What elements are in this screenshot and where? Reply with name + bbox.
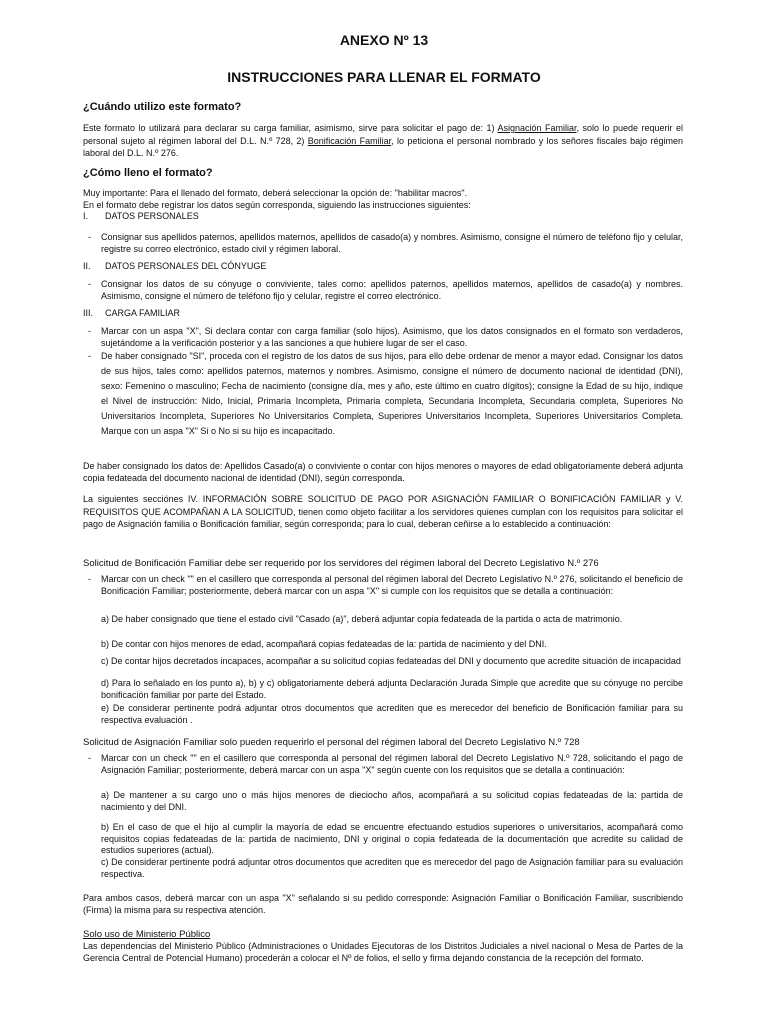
section-3-bullet-2-text: De haber consignado "SI", proceda con el registro de los datos de sus hijos, para ello debe ordenar de menor a mayor edad. Consignar los datos de sus hijos, tales como: apellidos paternos, maternos y nombres. Asimismo, consigne el número de documento nacional de identidad (DNI), sexo: Femenino o masculino; Fecha de nacimiento (consigne día, mes y año, este último en cuatro dígitos); consigne la Edad de su hijo, indique el Nivel de instrucción: Nido, Inicial, Primaria Incompleta, Primaria completa, Secundaria Incompleta, Secundaria completa, Superiores No Universitarios Incompleta, Superiores No Universitarios Completa, Superiores Universitarios Incompleta, Superiores Universitarios Completa. Marque con un aspa "X" Si o No si su hijo es incapacitado. <box>101 351 683 436</box>
annex-title: ANEXO Nº 13 <box>339 32 429 48</box>
both-cases-paragraph: Para ambos casos, deberá marcar con un aspa "X" señalando si su pedido corresponde: Asignación Familiar o Bonificación Familiar, suscribiendo (Firma) la misma para su respectiva atención. <box>83 893 683 915</box>
how-intro-2: En el formato debe registrar los datos según corresponda, siguiendo las instrucciones siguientes: <box>83 200 471 210</box>
section-1-title: DATOS PERSONALES <box>105 211 199 221</box>
main-title: INSTRUCCIONES PARA LLENAR EL FORMATO <box>227 69 541 85</box>
asignacion-heading: Solicitud de Asignación Familiar solo pueden requerirlo el personal del régimen laboral del Decreto Legislativo N.º 728 <box>83 737 580 748</box>
asignacion-item-a: a) De mantener a su cargo uno o más hijos menores de dieciocho años, acompañará a su solicitud copias fedateadas de la: partida de nacimiento y del DNI. <box>101 790 683 812</box>
how-heading: ¿Cómo lleno el formato? <box>83 167 213 179</box>
bonificacion-heading: Solicitud de Bonificación Familiar debe ser requerido por los servidores del régimen laboral del Decreto Legislativo N.º 276 <box>83 558 599 569</box>
section-1-number: I. <box>83 211 89 221</box>
section-3-bullet-1-text: Marcar con un aspa "X", Si declara contar con carga familiar (solo hijos). Asimismo, que los datos consignados en el formato son verdaderos, sujetándome a la verificación posterior y a las sanciones a que hubiere lugar de ser el caso. <box>101 326 683 348</box>
section-3-heading <box>83 308 180 318</box>
section-2-bullet <box>88 279 683 302</box>
asignacion-familiar-term: Asignación Familiar <box>497 123 577 133</box>
when-text-a: Este formato lo utilizará para declarar su carga familiar, asimismo, sirve para solicitar el pago de: 1) <box>83 123 498 133</box>
bullet-dash: - <box>88 232 91 242</box>
bullet-dash: - <box>88 574 91 584</box>
section-2-title: DATOS PERSONALES DEL CÓNYUGE <box>105 261 267 271</box>
asignacion-item-c: c) De considerar pertinente podrá adjuntar otros documentos que acrediten que es merecedor del pago de Asignación familiar para su evaluación respectiva. <box>101 857 683 879</box>
bonificacion-item-c: c) De contar hijos decretados incapaces, acompañar a su solicitud copias fedateadas del DNI y documento que acredite situación de incapacidad <box>101 656 681 666</box>
asignacion-bullet <box>88 753 683 776</box>
when-text-c: , lo peticiona el personal nombrado y los señores fiscales bajo régimen laboral del D.L. N.º 276. <box>83 135 683 158</box>
section-1-bullet <box>88 232 683 255</box>
section-3-bullet-2 <box>88 349 683 439</box>
paragraph-sections: La siguientes secciónes IV. INFORMACIÓN SOBRE SOLICITUD DE PAGO POR ASIGNACIÓN FAMILIAR O BONIFICACIÓN FAMILIAR y V. REQUISITOS QUE ACOMPAÑAN A LA SOLICITUD, tienen como objeto facilitar a los servidores quienes cumplan con los requisitos para solicitar el pago de Asignación familia o Bonificación familiar, según corresponda; para lo cual, deberan ceñirse a lo establecido a continuación: <box>83 494 683 529</box>
when-text-b: , solo lo puede requerir el personal sujeto al régimen laboral del D.L. N.º 728, 2) <box>83 123 684 146</box>
when-heading: ¿Cuándo utilizo este formato? <box>83 101 242 113</box>
bonificacion-item-b: b) De contar con hijos menores de edad, acompañará copias fedateadas de la: partida de nacimiento y del DNI. <box>101 639 547 649</box>
section-3-title: CARGA FAMILIAR <box>105 308 181 318</box>
section-2-number: II. <box>83 261 91 271</box>
section-3-number: III. <box>83 308 94 318</box>
how-intro-1: Muy importante: Para el llenado del formato, deberá seleccionar la opción de: "habilitar macros". <box>83 188 468 198</box>
section-1-bullet-text: Consignar sus apellidos paternos, apellidos maternos, apellidos de casado(a) y nombres. Asimismo, consigne el número de teléfono fijo y celular, registre su correo electrónico, estado civil y régimen laboral. <box>101 232 683 254</box>
bonificacion-bullet-text: Marcar con un check "" en el casillero que corresponda al personal del régimen laboral del Decreto Legislativo N.º 276, solicitando el beneficio de Bonificación Familiar; posteriormente, deberá marcar con un aspa "X" si cumple con los requisitos que se detalla a continuación: <box>101 574 683 596</box>
asignacion-bullet-text: Marcar con un check "" en el casillero que corresponda al personal del régimen laboral del Decreto Legislativo N.º 728, solicitando el pago de Asignación Familiar; posteriormente, deberá marcar con un aspa "X" según cuente con los requisitos que se detalla a continuación: <box>101 753 683 775</box>
section-2-heading <box>83 261 266 271</box>
section-1-heading <box>83 211 199 221</box>
paragraph-dni: De haber consignado los datos de: Apellidos Casado(a) o conviviente o contar con hijos menores o mayores de edad obligatoriamente deberá adjunta copia fedateada del documento nacional de identidad (DNI), según corresponda. <box>83 461 683 483</box>
bullet-dash: - <box>88 753 91 763</box>
section-2-bullet-text: Consignar los datos de su cónyuge o conviviente, tales como: apellidos paternos, apellidos maternos, apellidos de casado(a) y nombres. Asimismo, consigne el número de teléfono fijo y celular, registre el correo electrónico. <box>101 279 683 301</box>
bonificacion-item-e: e) De considerar pertinente podrá adjuntar otros documentos que acrediten que es merecedor del beneficio de Bonificación familiar para su respectiva evaluación . <box>101 703 683 725</box>
asignacion-item-b: b) En el caso de que el hijo al cumplir la mayoría de edad se encuentre efectuando estudios superiores o universitarios, acompañará como requisitos copias fedateadas de la: partida de nacimiento, DNI y original o copia fedateada de la documentación que acredite su calidad de estudios superiores (actual). <box>101 822 683 855</box>
bullet-dash: - <box>88 279 91 289</box>
bullet-dash: - <box>88 351 91 361</box>
bonificacion-familiar-term: Bonificación Familiar <box>307 135 392 146</box>
when-paragraph <box>83 122 683 160</box>
bonificacion-item-d: d) Para lo señalado en los punto a), b) y c) obligatoriamente deberá adjunta Declaración Jurada Simple que acredite que su cónyuge no percibe bonificación familiar por parte del Estado. <box>101 678 683 700</box>
bonificacion-bullet <box>88 574 683 597</box>
section-3-bullet-1 <box>88 326 683 349</box>
ministerio-paragraph: Las dependencias del Ministerio Público (Administraciones o Unidades Ejecutoras de los Distritos Judiciales a nivel nacional o Mesa de Partes de la Gerencia Central de Potencial Humano) procederán a colocar el Nº de folios, el sello y firma dejando constancia de la recepción del formato. <box>83 941 683 963</box>
bullet-dash: - <box>88 326 91 336</box>
ministerio-heading: Solo uso de Ministerio Público <box>83 929 211 940</box>
bonificacion-item-a: a) De haber consignado que tiene el estado civil "Casado (a)", deberá adjuntar copia fedateada de la partida o acta de matrimonio. <box>101 614 623 624</box>
